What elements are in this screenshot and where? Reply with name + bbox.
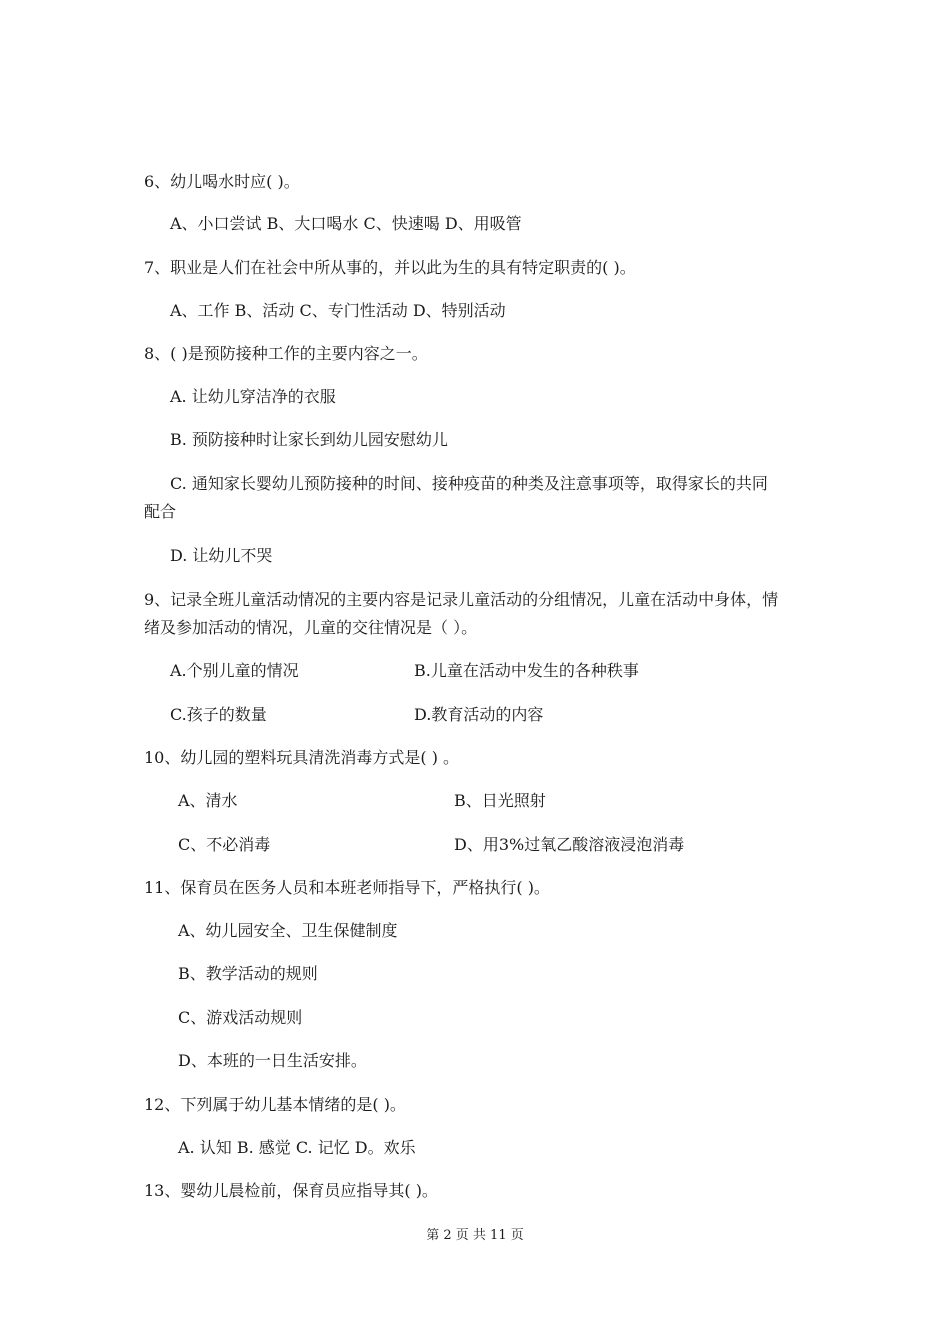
question-12-options: A. 认知 B. 感觉 C. 记忆 D。欢乐 <box>178 1138 416 1157</box>
question-12-stem: 12、下列属于幼儿基本情绪的是( )。 <box>144 1095 406 1114</box>
question-11-stem: 11、保育员在医务人员和本班老师指导下，严格执行( )。 <box>144 878 550 897</box>
question-9-option-d: D.教育活动的内容 <box>414 705 544 724</box>
question-8-option-a: A. 让幼儿穿洁净的衣服 <box>170 387 336 406</box>
question-10-option-a: A、清水 <box>178 791 238 810</box>
question-9-option-b: B.儿童在活动中发生的各种秩事 <box>414 661 639 680</box>
question-11-option-b: B、教学活动的规则 <box>178 964 318 983</box>
question-6-options: A、小口尝试 B、大口喝水 C、快速喝 D、用吸管 <box>170 214 522 233</box>
question-10-option-b: B、日光照射 <box>454 791 546 810</box>
question-11-option-d: D、本班的一日生活安排。 <box>178 1051 367 1070</box>
question-10-option-c: C、不必消毒 <box>178 835 271 854</box>
question-9-stem-line2: 绪及参加活动的情况，儿童的交往情况是（ ）。 <box>144 618 478 637</box>
question-13-stem: 13、婴幼儿晨检前，保育员应指导其( )。 <box>144 1181 438 1200</box>
question-10-stem: 10、幼儿园的塑料玩具清洗消毒方式是( ) 。 <box>144 748 460 767</box>
question-8-option-b: B. 预防接种时让家长到幼儿园安慰幼儿 <box>170 430 448 449</box>
question-11-option-a: A、幼儿园安全、卫生保健制度 <box>178 921 398 940</box>
question-11-option-c: C、游戏活动规则 <box>178 1008 303 1027</box>
question-6-stem: 6、幼儿喝水时应( )。 <box>144 172 300 191</box>
question-8-option-c-line2: 配合 <box>144 502 177 521</box>
question-9-option-c: C.孩子的数量 <box>170 705 267 724</box>
page-number-footer: 第 2 页 共 11 页 <box>426 1228 524 1243</box>
question-8-option-d: D. 让幼儿不哭 <box>170 546 273 565</box>
question-8-option-c-line1: C. 通知家长婴幼儿预防接种的时间、接种疫苗的种类及注意事项等，取得家长的共同 <box>170 474 768 493</box>
question-8-stem: 8、( )是预防接种工作的主要内容之一。 <box>144 344 428 363</box>
question-9-stem-line1: 9、记录全班儿童活动情况的主要内容是记录儿童活动的分组情况，儿童在活动中身体，情 <box>144 590 779 609</box>
question-9-option-a: A.个别儿童的情况 <box>170 661 299 680</box>
question-10-option-d: D、用3%过氧乙酸溶液浸泡消毒 <box>454 835 685 854</box>
question-7-stem: 7、职业是人们在社会中所从事的，并以此为生的具有特定职责的( )。 <box>144 258 636 277</box>
question-7-options: A、工作 B、活动 C、专门性活动 D、特别活动 <box>170 301 506 320</box>
